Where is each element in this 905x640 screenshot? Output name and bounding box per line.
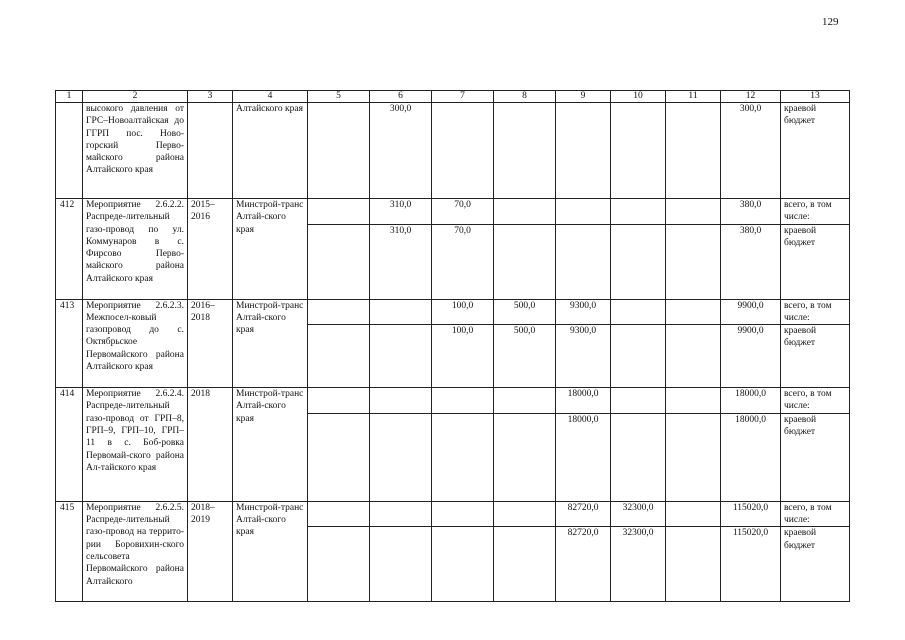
- value-c11: [666, 501, 721, 527]
- measure-name: Мероприятие 2.6.2.4. Распреде-лительный газо-провод от ГРП–8, ГРП–9, ГРП–10, ГРП–11 в с. Боб-ровка Первомай-ского района Ал-тайского края: [83, 388, 188, 502]
- value-c11: [666, 325, 721, 388]
- value-c6: 310,0: [370, 224, 432, 299]
- value-c12: 380,0: [721, 224, 781, 299]
- row-number: 413: [56, 299, 83, 388]
- header-cell: 12: [721, 91, 781, 103]
- value-c5: [308, 388, 370, 414]
- row-number: 414: [56, 388, 83, 502]
- value-c7: 70,0: [432, 199, 494, 225]
- value-c9: 18000,0: [556, 413, 611, 501]
- value-c9: [556, 199, 611, 225]
- period: 2016–2018: [188, 299, 233, 388]
- header-row: [56, 91, 850, 103]
- value-c10: [611, 224, 666, 299]
- table-row-413: [56, 299, 850, 325]
- row-number: 412: [56, 199, 83, 300]
- header-cell: 1: [56, 91, 83, 103]
- funding-source: краевой бюджет: [781, 413, 850, 501]
- header-cell: 10: [611, 91, 666, 103]
- value-c12: 9900,0: [721, 325, 781, 388]
- value-c7: [432, 501, 494, 527]
- value-c10: [611, 388, 666, 414]
- table-row-414: [56, 388, 850, 414]
- value-c7: 70,0: [432, 224, 494, 299]
- table-row-415: [56, 501, 850, 527]
- value-c8: [494, 224, 556, 299]
- value-c10: [611, 199, 666, 225]
- value-c11: [666, 388, 721, 414]
- value-c12: 300,0: [721, 103, 781, 199]
- executor: Алтайского края: [233, 103, 308, 199]
- value-c9: [556, 224, 611, 299]
- page-number: 129: [822, 16, 839, 28]
- period: 2015–2016: [188, 199, 233, 300]
- table-row-continuation: [56, 103, 850, 199]
- measure-name: Мероприятие 2.6.2.5. Распреде-лительный газо-провод на террито-рии Боровихин-ского сельсовета Первомайского района Алтайского: [83, 501, 188, 602]
- header-cell: 3: [188, 91, 233, 103]
- value-c6: 300,0: [370, 103, 432, 199]
- value-c8: 500,0: [494, 325, 556, 388]
- value-c12: 115020,0: [721, 501, 781, 527]
- value-c6: [370, 413, 432, 501]
- measure-name: Мероприятие 2.6.2.2. Распреде-лительный газо-провод по ул. Коммунаров в с. Фирсово Перво-майского района Алтайского края: [83, 199, 188, 300]
- value-c9: 9300,0: [556, 325, 611, 388]
- header-cell: 7: [432, 91, 494, 103]
- header-cell: 2: [83, 91, 188, 103]
- value-c8: [494, 388, 556, 414]
- value-c12: 380,0: [721, 199, 781, 225]
- value-c11: [666, 224, 721, 299]
- value-c7: [432, 413, 494, 501]
- header-cell: 8: [494, 91, 556, 103]
- value-c5: [308, 501, 370, 527]
- value-c7: 100,0: [432, 325, 494, 388]
- period: 2018–2019: [188, 501, 233, 602]
- value-c6: [370, 388, 432, 414]
- value-c5: [308, 527, 370, 602]
- header-cell: 9: [556, 91, 611, 103]
- executor: Минстрой-транс Алтай-ского края: [233, 299, 308, 388]
- value-c8: [494, 413, 556, 501]
- value-c8: [494, 501, 556, 527]
- value-c12: 115020,0: [721, 527, 781, 602]
- value-c5: [308, 224, 370, 299]
- value-c10: [611, 325, 666, 388]
- value-c12: 18000,0: [721, 413, 781, 501]
- value-c10: [611, 299, 666, 325]
- executor: Минстрой-транс Алтай-ского края: [233, 388, 308, 502]
- budget-table: [55, 90, 850, 602]
- value-c7: [432, 388, 494, 414]
- value-c6: [370, 299, 432, 325]
- value-c6: 310,0: [370, 199, 432, 225]
- value-c7: 100,0: [432, 299, 494, 325]
- value-c5: [308, 199, 370, 225]
- header-cell: 6: [370, 91, 432, 103]
- value-c8: [494, 199, 556, 225]
- value-c9: 82720,0: [556, 527, 611, 602]
- executor: Минстрой-транс Алтай-ского края: [233, 199, 308, 300]
- value-c9: 82720,0: [556, 501, 611, 527]
- value-c12: 9900,0: [721, 299, 781, 325]
- row-number: 415: [56, 501, 83, 602]
- executor: Минстрой-транс Алтай-ского края: [233, 501, 308, 602]
- value-c6: [370, 325, 432, 388]
- header-cell: 11: [666, 91, 721, 103]
- value-c10: 32300,0: [611, 527, 666, 602]
- funding-source: краевой бюджет: [781, 224, 850, 299]
- funding-source: всего, в том числе:: [781, 299, 850, 325]
- funding-source: краевой бюджет: [781, 527, 850, 602]
- value-c9: 18000,0: [556, 388, 611, 414]
- value-c8: 500,0: [494, 299, 556, 325]
- measure-name: Мероприятие 2.6.2.3. Межпосел-ковый газопровод до с. Октябрьское Первомайского района Алтайского края: [83, 299, 188, 388]
- table-row-412: [56, 199, 850, 225]
- value-c10: [611, 413, 666, 501]
- measure-name: высокого давления от ГРС–Новоалтайская до ГГРП пос. Ново-горский Перво-майского района Алтайского края: [83, 103, 188, 199]
- value-c11: [666, 299, 721, 325]
- funding-source: краевой бюджет: [781, 103, 850, 199]
- value-c7: [432, 527, 494, 602]
- value-c5: [308, 413, 370, 501]
- value-c5: [308, 325, 370, 388]
- value-c10: 32300,0: [611, 501, 666, 527]
- funding-source: всего, в том числе:: [781, 501, 850, 527]
- value-c6: [370, 501, 432, 527]
- value-c6: [370, 527, 432, 602]
- funding-source: краевой бюджет: [781, 325, 850, 388]
- value-c9: 9300,0: [556, 299, 611, 325]
- header-cell: 13: [781, 91, 850, 103]
- value-c12: 18000,0: [721, 388, 781, 414]
- funding-source: всего, в том числе:: [781, 199, 850, 225]
- header-cell: 4: [233, 91, 308, 103]
- period: 2018: [188, 388, 233, 502]
- value-c11: [666, 413, 721, 501]
- header-cell: 5: [308, 91, 370, 103]
- value-c11: [666, 199, 721, 225]
- funding-source: всего, в том числе:: [781, 388, 850, 414]
- value-c11: [666, 527, 721, 602]
- value-c5: [308, 299, 370, 325]
- value-c8: [494, 527, 556, 602]
